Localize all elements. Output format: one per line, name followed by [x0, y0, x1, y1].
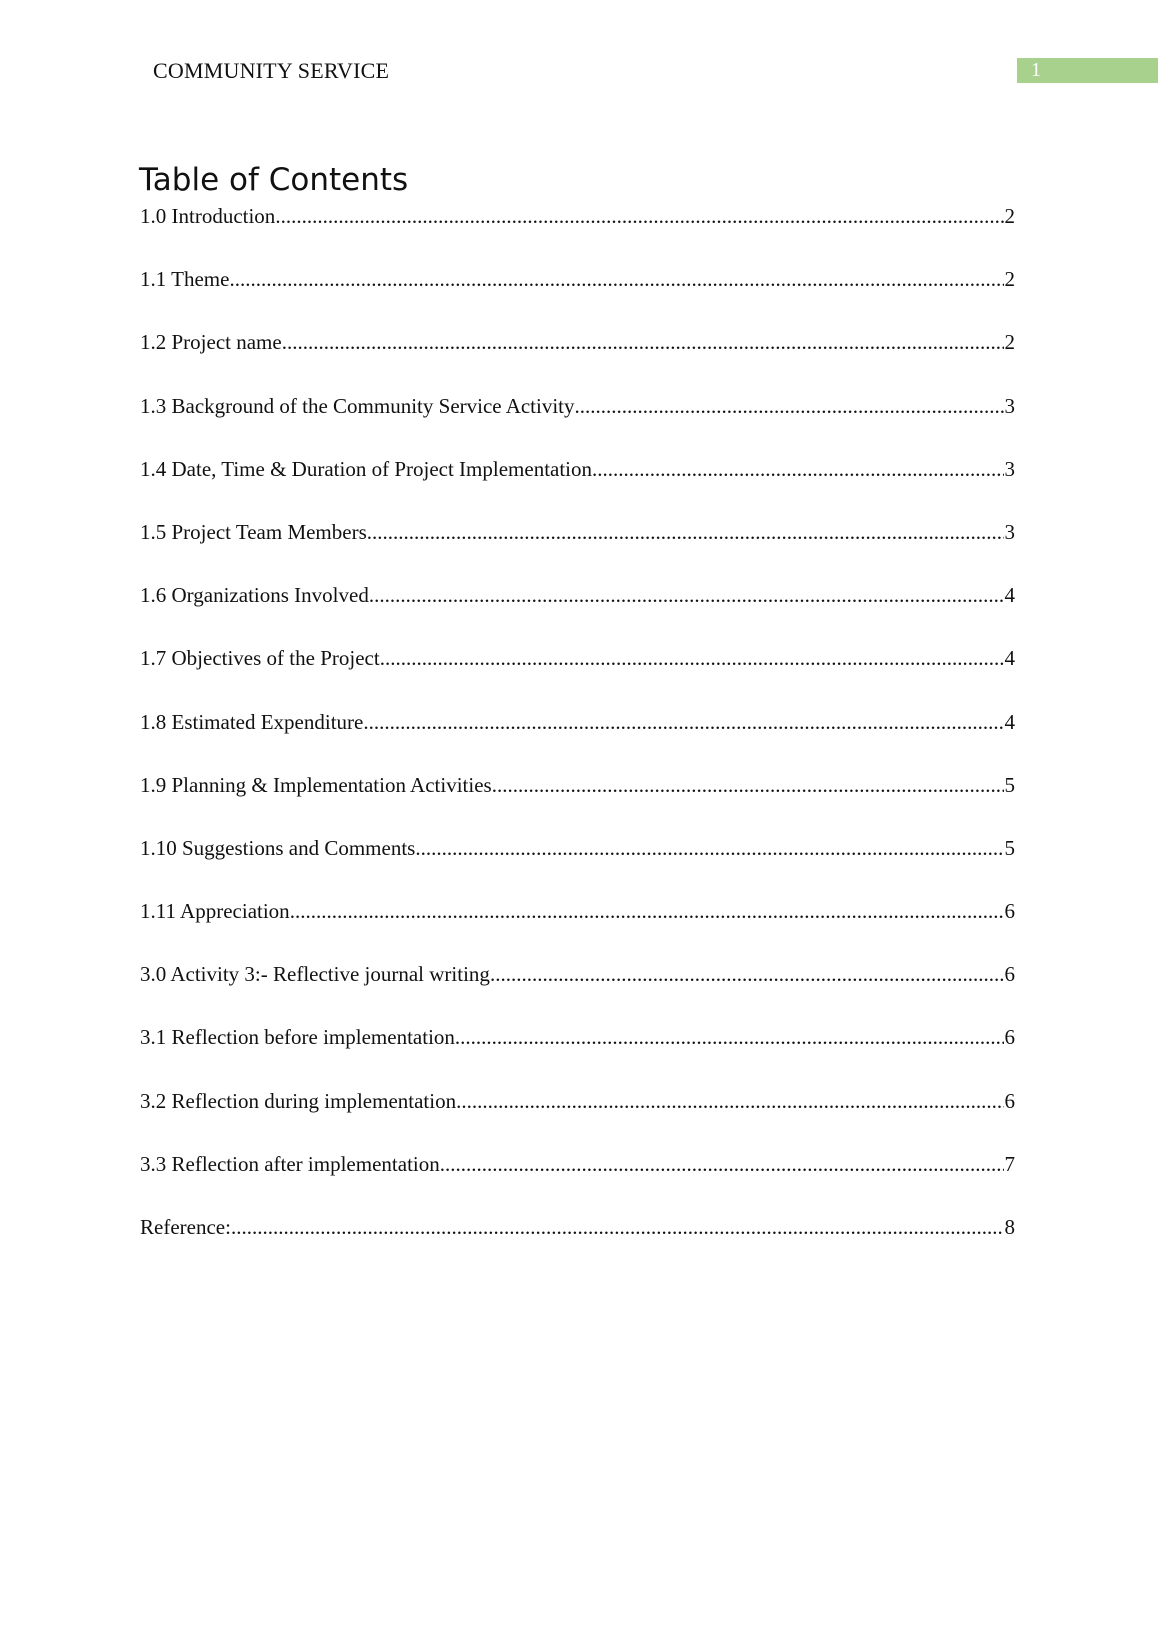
- toc-entry-page: 6: [1004, 962, 1015, 987]
- toc-entry-theme[interactable]: [140, 264, 1015, 327]
- toc-entry-title: 3.0 Activity 3:- Reflective journal writing: [140, 962, 490, 987]
- dot-leader: [275, 201, 1003, 231]
- toc-entry-reflection-after[interactable]: [140, 1149, 1015, 1212]
- toc-entry-page: 2: [1004, 267, 1015, 292]
- toc-entry-page: 4: [1004, 709, 1015, 734]
- dot-leader: [592, 454, 1003, 484]
- dot-leader: [231, 1212, 1004, 1242]
- dot-leader: [492, 770, 1004, 800]
- toc-entry-title: Reference:: [140, 1215, 231, 1239]
- toc-entry-page: 6: [1004, 1025, 1015, 1050]
- page-number-badge: [1017, 58, 1158, 83]
- toc-entry-page: 6: [1004, 899, 1015, 924]
- toc-entry-page: 3: [1004, 519, 1015, 544]
- toc-entry-page: 8: [1004, 1215, 1015, 1239]
- toc-entry-date-time-duration[interactable]: [140, 454, 1015, 517]
- toc-entry-title: 1.8 Estimated Expenditure: [140, 709, 364, 734]
- toc-entry-title: 1.9 Planning & Implementation Activities: [140, 772, 492, 797]
- toc-entry-title: 1.11 Appreciation: [140, 899, 290, 924]
- toc-entry-appreciation[interactable]: [140, 896, 1015, 959]
- toc-entry-page: 4: [1004, 646, 1015, 671]
- dot-leader: [282, 327, 1004, 357]
- dot-leader: [415, 833, 1003, 863]
- toc-entry-title: 3.2 Reflection during implementation: [140, 1088, 457, 1113]
- toc-entry-suggestions[interactable]: [140, 833, 1015, 896]
- dot-leader: [490, 959, 1004, 989]
- toc-entry-page: 6: [1004, 1088, 1015, 1113]
- table-of-contents: [140, 201, 1015, 1275]
- toc-entry-project-name[interactable]: [140, 327, 1015, 390]
- toc-entry-page: 7: [1004, 1151, 1015, 1176]
- toc-entry-page: 3: [1004, 393, 1015, 418]
- toc-entry-page: 2: [1004, 204, 1015, 228]
- dot-leader: [455, 1022, 1004, 1052]
- toc-entry-page: 5: [1004, 835, 1015, 860]
- toc-entry-expenditure[interactable]: [140, 707, 1015, 770]
- page-number: 1: [1031, 59, 1041, 81]
- toc-entry-activity-3[interactable]: [140, 959, 1015, 1022]
- dot-leader: [575, 391, 1004, 421]
- toc-entry-title: 1.7 Objectives of the Project: [140, 646, 380, 671]
- toc-entry-reflection-before[interactable]: [140, 1022, 1015, 1085]
- dot-leader: [369, 580, 1004, 610]
- dot-leader: [229, 264, 1003, 294]
- dot-leader: [290, 896, 1004, 926]
- toc-entry-page: 5: [1004, 772, 1015, 797]
- dot-leader: [456, 1086, 1003, 1116]
- toc-entry-title: 3.1 Reflection before implementation: [140, 1025, 455, 1050]
- toc-entry-title: 1.1 Theme: [140, 267, 230, 292]
- toc-entry-organizations[interactable]: [140, 580, 1015, 643]
- dot-leader: [440, 1149, 1004, 1179]
- toc-entry-planning[interactable]: [140, 770, 1015, 833]
- toc-entry-title: 1.2 Project name: [140, 330, 282, 355]
- header-title: COMMUNITY SERVICE: [153, 58, 390, 83]
- toc-entry-title: 1.4 Date, Time & Duration of Project Implementation: [140, 456, 593, 481]
- toc-entry-team-members[interactable]: [140, 517, 1015, 580]
- toc-entry-objectives[interactable]: [140, 643, 1015, 706]
- toc-heading: Table of Contents: [139, 162, 409, 198]
- toc-entry-title: 1.5 Project Team Members: [140, 519, 367, 544]
- dot-leader: [363, 707, 1003, 737]
- dot-leader: [367, 517, 1004, 547]
- toc-entry-background[interactable]: [140, 391, 1015, 454]
- toc-entry-reflection-during[interactable]: [140, 1086, 1015, 1149]
- toc-entry-title: 3.3 Reflection after implementation: [140, 1151, 440, 1176]
- toc-entry-page: 3: [1004, 456, 1015, 481]
- toc-entry-title: 1.10 Suggestions and Comments: [140, 835, 416, 860]
- toc-entry-page: 2: [1004, 330, 1015, 355]
- toc-entry-page: 4: [1004, 583, 1015, 608]
- toc-entry-reference[interactable]: [140, 1212, 1015, 1275]
- toc-entry-title: 1.0 Introduction: [140, 204, 276, 228]
- toc-entry-title: 1.6 Organizations Involved: [140, 583, 369, 608]
- toc-entry-title: 1.3 Background of the Community Service Activity: [140, 393, 575, 418]
- dot-leader: [380, 643, 1004, 673]
- toc-entry-introduction[interactable]: [140, 201, 1015, 264]
